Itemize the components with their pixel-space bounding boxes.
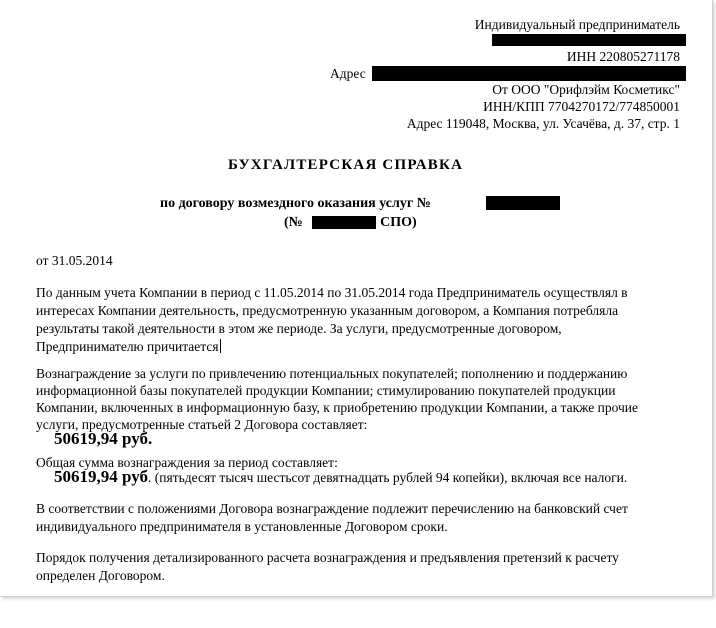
para2-line: услуги, предусмотренные статьей 2 Договора составляет: — [36, 417, 368, 432]
amount-2-words: . (пятьдесят тысяч шестьсот девятнадцать рублей 94 копейки), включая все налоги. — [148, 470, 628, 485]
from-company-line: От ООО "Орифлэйм Косметикс" — [492, 82, 680, 97]
redacted-name — [492, 34, 686, 46]
contract-subtitle-2-prefix: (№ — [284, 215, 303, 230]
total-label: Общая сумма вознаграждения за период составляет: — [36, 455, 338, 470]
para1-line-text: Предпринимателю причитается — [36, 339, 219, 354]
address-label: Адрес — [330, 66, 366, 81]
para4-line: Порядок получения детализированного расчета вознаграждения и предъявления претензий к расчету — [36, 550, 619, 565]
redacted-contract-code — [312, 216, 376, 229]
para2-line: Вознаграждение за услуги по привлечению потенциальных покупателей; пополнению и поддержанию — [36, 366, 628, 381]
inn-line: ИНН 220805271178 — [566, 49, 680, 64]
para3-line: индивидуального предпринимателя в установленные Договором сроки. — [36, 519, 448, 534]
amount-2-line — [54, 469, 627, 486]
contract-subtitle-2-suffix: - СПО) — [372, 215, 417, 230]
amount-2: 50619,94 руб — [54, 467, 149, 486]
text-cursor — [220, 339, 221, 353]
contract-subtitle — [160, 196, 431, 212]
company-address-line: Адрес 119048, Москва, ул. Усачёва, д. 37, стр. 1 — [406, 116, 680, 131]
entrepreneur-label: Индивидуальный предприниматель — [474, 17, 680, 32]
para1-line: интересах Компании деятельность, предусмотренную указанным договором, а Компания потребляла — [36, 303, 619, 318]
contract-subtitle-text: по договору возмездного оказания услуг № — [160, 196, 431, 211]
para1-line: По данным учета Компании в период с 11.05.2014 по 31.05.2014 года Предприниматель осуществлял в — [36, 285, 628, 300]
document-title: БУХГАЛТЕРСКАЯ СПРАВКА — [228, 157, 464, 173]
para4-line: определен Договором. — [36, 568, 165, 583]
para3-line: В соответствии с положениями Договора вознаграждение подлежит перечислению на банковский счет — [36, 501, 628, 516]
para2-line: информационной базы покупателей продукции Компании; стимулированию покупателей продукции — [36, 383, 616, 398]
para2-line: Компании, включенных в информационную базу, к приобретению продукции Компании, а также прочие — [36, 400, 639, 415]
para1-last-line — [36, 339, 221, 355]
redacted-address — [372, 66, 686, 81]
document-date: от 31.05.2014 — [36, 253, 113, 268]
amount-1: 50619,94 руб. — [54, 429, 153, 448]
inn-kpp-line: ИНН/КПП 7704270172/774850001 — [483, 99, 680, 114]
redacted-contract-number — [486, 196, 560, 210]
para1-line: результаты такой деятельности в этом же периоде. За услуги, предусмотренные договором, — [36, 321, 562, 336]
